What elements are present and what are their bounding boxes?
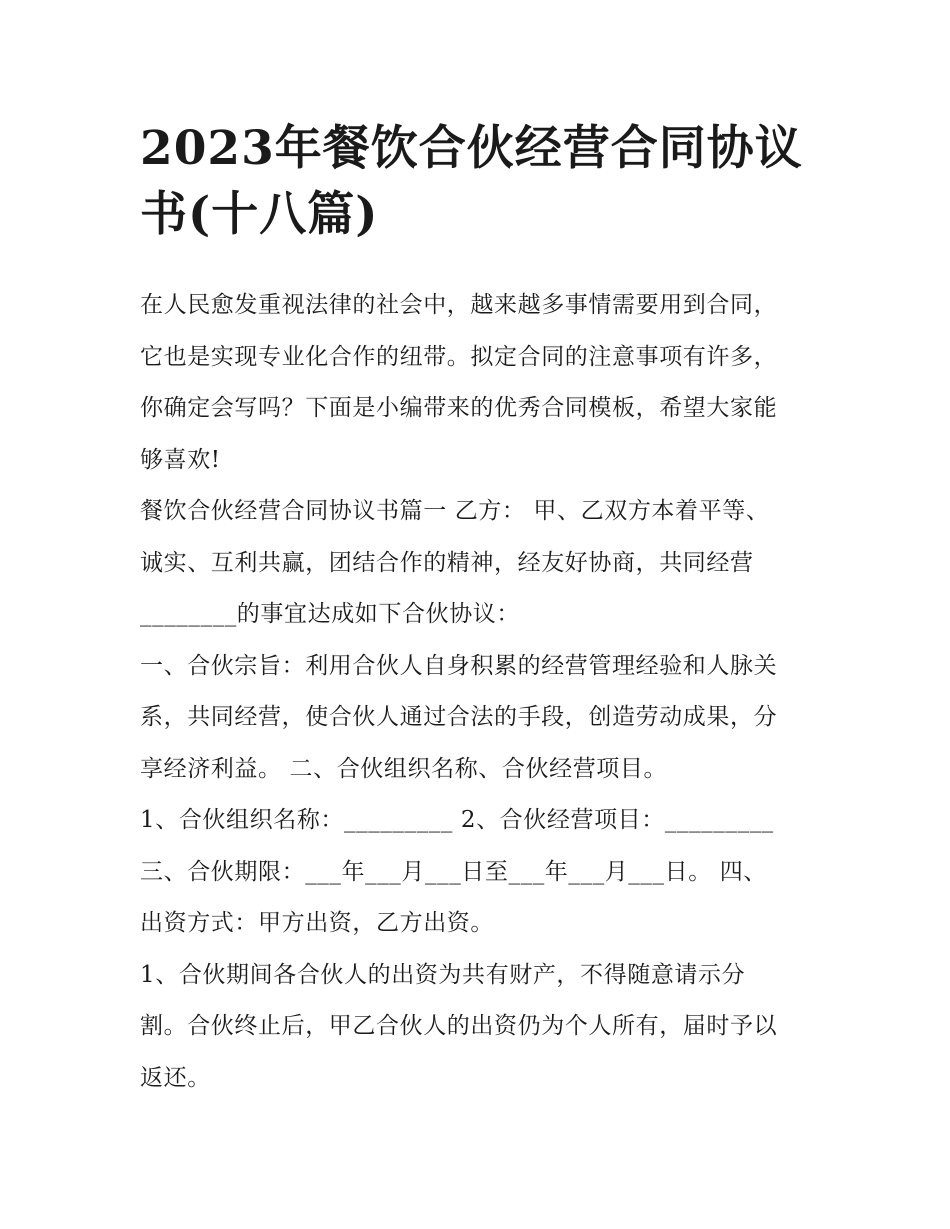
body-line: 一、合伙宗旨：利用合伙人自身积累的经营管理经验和人脉关 — [140, 652, 778, 679]
body-line: 它也是实现专业化合作的纽带。拟定合同的注意事项有许多， — [140, 343, 778, 370]
body-line: 享经济利益。 二、合伙组织名称、合伙经营项目。 — [140, 755, 668, 782]
document-title-line-1: 2023年餐饮合伙经营合同协议 — [140, 121, 803, 176]
body-line: 在人民愈发重视法律的社会中，越来越多事情需要用到合同， — [140, 292, 778, 318]
body-line: 出资方式：甲方出资，乙方出资。 — [140, 910, 494, 936]
body-line: ________的事宜达成如下合伙协议： — [140, 601, 520, 627]
body-line: 系，共同经营，使合伙人通过合法的手段，创造劳动成果，分 — [140, 704, 778, 730]
body-line: 够喜欢! — [140, 446, 221, 473]
body-line: 餐饮合伙经营合同协议书篇一 乙方： 甲、乙双方本着平等、 — [140, 498, 770, 524]
body-line: 1、合伙组织名称：_________ 2、合伙经营项目：_________ — [140, 807, 774, 833]
body-line: 诚实、互利共赢，团结合作的精神，经友好协商，共同经营 — [140, 549, 754, 576]
body-line: 返还。 — [140, 1064, 211, 1091]
document-title-line-2: 书(十八篇) — [140, 187, 379, 242]
body-line: 三、合伙期限：___年___月___日至___年___月___日。 四、 — [140, 858, 767, 885]
body-line: 你确定会写吗？下面是小编带来的优秀合同模板，希望大家能 — [140, 395, 778, 421]
body-line: 1、合伙期间各合伙人的出资为共有财产，不得随意请示分 — [140, 961, 746, 988]
document-page — [140, 116, 820, 1104]
body-line: 割。合伙终止后，甲乙合伙人的出资仍为个人所有，届时予以 — [140, 1013, 778, 1039]
document-body — [140, 280, 820, 1104]
